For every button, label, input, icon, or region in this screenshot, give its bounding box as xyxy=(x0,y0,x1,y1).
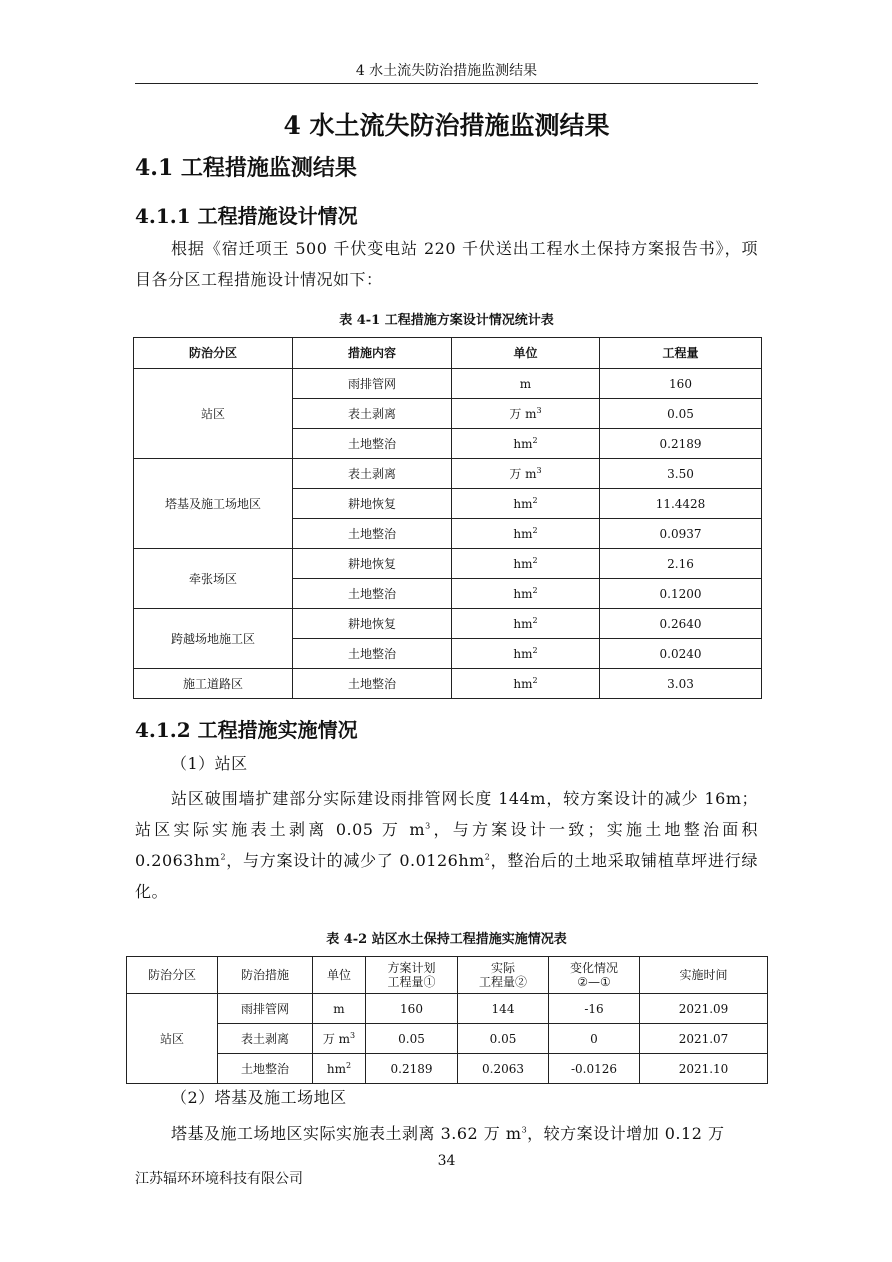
table1-header-measure: 措施内容 xyxy=(293,338,452,369)
actual-cell: 144 xyxy=(458,994,549,1024)
unit-text: m xyxy=(519,376,532,391)
table1-header-row xyxy=(134,338,762,369)
zone-cell: 站区 xyxy=(134,369,293,459)
table2-header-planned xyxy=(366,957,458,994)
measure-cell: 耕地恢复 xyxy=(293,489,452,519)
unit-superscript: 2 xyxy=(346,1060,352,1070)
change-line2: ②—① xyxy=(577,975,611,989)
actual-line1: 实际 xyxy=(490,961,515,975)
quantity-cell: 0.0937 xyxy=(600,519,762,549)
table2-header-row xyxy=(127,957,768,994)
quantity-cell: 2.16 xyxy=(600,549,762,579)
zone-cell: 跨越场地施工区 xyxy=(134,609,293,669)
unit-superscript: 2 xyxy=(532,435,538,445)
quantity-cell: 0.0240 xyxy=(600,639,762,669)
quantity-cell: 3.50 xyxy=(600,459,762,489)
intro-paragraph: 根据《宿迁项王 500 千伏变电站 220 千伏送出工程水土保持方案报告书》，项目各分区工程措施设计情况如下： xyxy=(135,239,758,289)
unit-text: 万 m xyxy=(322,1031,351,1046)
superscript: 3 xyxy=(521,1125,528,1135)
unit-text: hm xyxy=(513,586,533,601)
unit-text: hm xyxy=(326,1061,346,1076)
measure-cell: 土地整治 xyxy=(218,1054,313,1084)
superscript: 2 xyxy=(484,852,491,862)
table1-header-unit: 单位 xyxy=(452,338,600,369)
change-cell: -16 xyxy=(549,994,640,1024)
table-row xyxy=(134,669,762,699)
unit-text: hm xyxy=(513,646,533,661)
unit-superscript: 3 xyxy=(536,465,542,475)
quantity-cell: 0.1200 xyxy=(600,579,762,609)
time-cell: 2021.07 xyxy=(640,1024,768,1054)
unit-text: 万 m xyxy=(509,406,537,421)
unit-superscript: 3 xyxy=(350,1030,356,1040)
measure-cell: 雨排管网 xyxy=(218,994,313,1024)
unit-text: hm xyxy=(513,436,533,451)
unit-cell xyxy=(452,549,600,579)
table1-header-zone: 防治分区 xyxy=(134,338,293,369)
planned-cell: 0.2189 xyxy=(366,1054,458,1084)
unit-superscript: 2 xyxy=(532,615,538,625)
table2-header-measure: 防治措施 xyxy=(218,957,313,994)
table-row xyxy=(134,459,762,489)
quantity-cell: 0.2189 xyxy=(600,429,762,459)
table2-header-change xyxy=(549,957,640,994)
quantity-cell: 11.4428 xyxy=(600,489,762,519)
unit-superscript: 2 xyxy=(532,525,538,535)
measure-cell: 土地整治 xyxy=(293,639,452,669)
item2-heading: （2）塔基及施工场地区 xyxy=(171,1088,347,1107)
running-header: 4 水土流失防治措施监测结果 xyxy=(355,63,538,79)
item1-text-2: ，与方案设计一致；实施土地整治面积 0.2063hm xyxy=(135,820,758,870)
unit-cell xyxy=(452,609,600,639)
zone-cell: 站区 xyxy=(127,994,218,1084)
unit-text: hm xyxy=(513,676,533,691)
unit-cell xyxy=(313,994,366,1024)
footer-company: 江苏辐环环境科技有限公司 xyxy=(135,1171,303,1187)
unit-superscript: 2 xyxy=(532,645,538,655)
table2-header-time: 实施时间 xyxy=(640,957,768,994)
item1-text-3: ，与方案设计的减少了 0.0126hm xyxy=(226,851,485,870)
subsection-title-design: 4.1.1 工程措施设计情况 xyxy=(135,204,358,228)
planned-line2: 工程量① xyxy=(387,975,436,989)
measure-cell: 雨排管网 xyxy=(293,369,452,399)
table-row xyxy=(127,1024,768,1054)
measure-cell: 土地整治 xyxy=(293,519,452,549)
unit-cell xyxy=(452,639,600,669)
unit-text: hm xyxy=(513,616,533,631)
actual-line2: 工程量② xyxy=(478,975,527,989)
item2-paragraph xyxy=(135,1118,758,1149)
measure-cell: 土地整治 xyxy=(293,429,452,459)
table1-header-quantity: 工程量 xyxy=(600,338,762,369)
unit-cell xyxy=(452,429,600,459)
measure-cell: 耕地恢复 xyxy=(293,549,452,579)
quantity-cell: 160 xyxy=(600,369,762,399)
unit-cell xyxy=(452,519,600,549)
unit-superscript: 2 xyxy=(532,555,538,565)
measure-cell: 表土剥离 xyxy=(293,399,452,429)
table2-header-unit: 单位 xyxy=(313,957,366,994)
unit-text: hm xyxy=(513,526,533,541)
table-row xyxy=(127,1054,768,1084)
zone-cell: 塔基及施工场地区 xyxy=(134,459,293,549)
unit-cell xyxy=(452,579,600,609)
item1-text-1: 站区破围墙扩建部分实际建设雨排管网长度 144m，较方案设计的减少 16m；站区实际实施表土剥离 0.05 万 m xyxy=(135,789,758,839)
unit-cell xyxy=(452,369,600,399)
unit-superscript: 2 xyxy=(532,675,538,685)
unit-cell xyxy=(452,399,600,429)
actual-cell: 0.2063 xyxy=(458,1054,549,1084)
unit-text: hm xyxy=(513,496,533,511)
unit-text: m xyxy=(333,1001,345,1016)
quantity-cell: 3.03 xyxy=(600,669,762,699)
change-cell: 0 xyxy=(549,1024,640,1054)
measure-cell: 耕地恢复 xyxy=(293,609,452,639)
table2-header-zone: 防治分区 xyxy=(127,957,218,994)
design-measures-table xyxy=(133,337,762,699)
unit-cell xyxy=(452,459,600,489)
unit-cell xyxy=(452,489,600,519)
quantity-cell: 0.2640 xyxy=(600,609,762,639)
superscript: 2 xyxy=(220,852,227,862)
quantity-cell: 0.05 xyxy=(600,399,762,429)
unit-text: 万 m xyxy=(509,466,537,481)
item1-text-4: ，整治后的土地采取铺植草坪进行绿化。 xyxy=(135,851,758,901)
unit-superscript: 3 xyxy=(536,405,542,415)
actual-cell: 0.05 xyxy=(458,1024,549,1054)
item2-text-1: 塔基及施工场地区实际实施表土剥离 3.62 万 m xyxy=(171,1124,522,1143)
table-row xyxy=(127,994,768,1024)
time-cell: 2021.09 xyxy=(640,994,768,1024)
unit-cell xyxy=(313,1054,366,1084)
zone-cell: 施工道路区 xyxy=(134,669,293,699)
station-implementation-table xyxy=(126,956,768,1084)
table-row xyxy=(134,609,762,639)
table-row xyxy=(134,549,762,579)
measure-cell: 土地整治 xyxy=(293,579,452,609)
item1-paragraph xyxy=(135,783,758,907)
chapter-title: 4 水土流失防治措施监测结果 xyxy=(283,111,610,140)
planned-cell: 160 xyxy=(366,994,458,1024)
planned-line1: 方案计划 xyxy=(387,961,436,975)
unit-superscript: 2 xyxy=(532,495,538,505)
change-cell: -0.0126 xyxy=(549,1054,640,1084)
table2-caption: 表 4-2 站区水土保持工程措施实施情况表 xyxy=(326,932,567,947)
item1-heading: （1）站区 xyxy=(171,754,248,773)
unit-superscript: 2 xyxy=(532,585,538,595)
unit-cell xyxy=(313,1024,366,1054)
measure-cell: 土地整治 xyxy=(293,669,452,699)
planned-cell: 0.05 xyxy=(366,1024,458,1054)
unit-text: hm xyxy=(513,556,533,571)
table2-header-actual xyxy=(458,957,549,994)
header-rule xyxy=(135,83,758,84)
unit-cell xyxy=(452,669,600,699)
item2-text-2: ，较方案设计增加 0.12 万 xyxy=(527,1124,725,1143)
section-title: 4.1 工程措施监测结果 xyxy=(135,155,357,181)
measure-cell: 表土剥离 xyxy=(218,1024,313,1054)
superscript: 3 xyxy=(425,821,431,831)
page-number: 34 xyxy=(437,1153,456,1169)
change-line1: 变化情况 xyxy=(569,961,618,975)
subsection-title-implementation: 4.1.2 工程措施实施情况 xyxy=(135,718,358,742)
time-cell: 2021.10 xyxy=(640,1054,768,1084)
table1-caption: 表 4-1 工程措施方案设计情况统计表 xyxy=(339,313,554,328)
table-row xyxy=(134,369,762,399)
measure-cell: 表土剥离 xyxy=(293,459,452,489)
zone-cell: 牵张场区 xyxy=(134,549,293,609)
